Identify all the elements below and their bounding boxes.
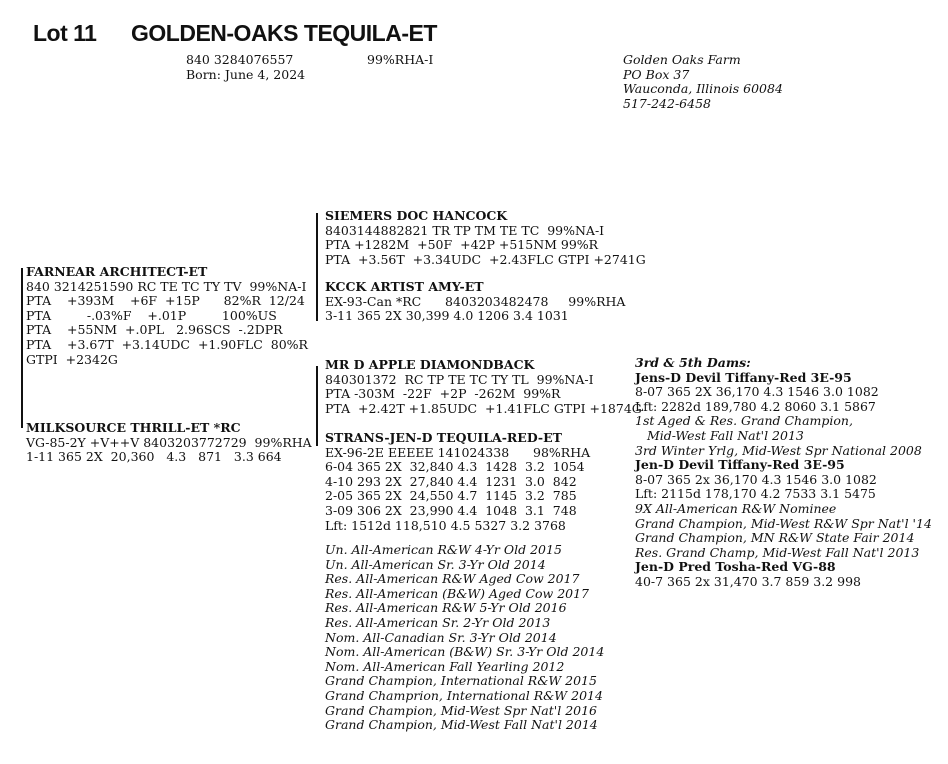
sire-sire-detail-line: 8403144882821 TR TP TM TE TC 99%NA-I [325,222,605,238]
extended-dams-block [635,356,932,590]
extended-dam-line: 8-07 365 2x 36,170 4.3 1546 3.0 1082 [635,471,877,487]
sire-detail-line: PTA +393M +6F +15P 82%R 12/24 [26,293,305,309]
extended-dams-entries [635,371,932,590]
extended-dam-line: Mid-West Fall Nat'l 2013 [647,427,804,443]
award-line: Grand Champion, International R&W 2015 [325,673,597,689]
birth-date: Born: June 4, 2024 [186,67,306,82]
extended-dam-name: Jen-D Pred Tosha-Red VG-88 [635,559,836,575]
extended-dam-line: Grand Champion, Mid-West R&W Spr Nat'l '14 [635,515,932,531]
sire-dam-block [325,280,625,324]
extended-dam-line: 3rd Winter Yrlg, Mid-West Spr National 2008 [635,442,922,458]
dam-dam-name: STRANS-JEN-D TEQUILA-RED-ET [325,430,562,445]
award-line: Un. All-American Sr. 3-Yr Old 2014 [325,556,546,572]
lot-number: Lot 11 [33,20,97,46]
extended-dam-line: 1st Aged & Res. Grand Champion, [635,413,853,429]
extended-dam-line: Lft: 2282d 189,780 4.2 8060 3.1 5867 [635,398,876,414]
dam-sire-name: MR D APPLE DIAMONDBACK [325,357,535,372]
dam-detail-line: VG-85-2Y +V++V 8403203772729 99%RHA [26,434,312,450]
award-line: Un. All-American R&W 4-Yr Old 2015 [325,542,562,557]
dam-sire-detail-line: PTA +2.42T +1.85UDC +1.41FLC GTPI +1874G [325,400,642,416]
sire-dam-details [325,295,625,324]
award-line: Grand Champion, Mid-West Fall Nat'l 2014 [325,717,598,733]
dam-dam-block [325,431,590,533]
dam-detail-line: 1-11 365 2X 20,360 4.3 871 3.3 664 [26,449,282,465]
dam-dam-record-line: 6-04 365 2X 32,840 4.3 1428 3.2 1054 [325,459,585,475]
extended-dam-line: 40-7 365 2x 31,470 3.7 859 3.2 998 [635,573,861,589]
award-line: Nom. All-American (B&W) Sr. 3-Yr Old 2014 [325,644,605,660]
award-line: Nom. All-American Fall Yearling 2012 [325,658,565,674]
extended-dams-heading: 3rd & 5th Dams: [635,355,751,370]
dam-block [26,421,312,465]
dam-dam-awards [325,543,604,733]
sire-sire-name: SIEMERS DOC HANCOCK [325,208,508,223]
consignor-line: Wauconda, Illinois 60084 [623,81,783,97]
rha-percent: 99%RHA-I [367,52,434,67]
award-line: Res. All-American R&W 5-Yr Old 2016 [325,600,567,616]
extended-dam-name: Jen-D Devil Tiffany-Red 3E-95 [635,457,845,473]
sire-dam-detail-line: 3-11 365 2X 30,399 4.0 1206 3.4 1031 [325,308,569,324]
extended-dam-line: 8-07 365 2X 36,170 4.3 1546 3.0 1082 [635,384,879,400]
animal-name: GOLDEN-OAKS TEQUILA-ET [131,20,437,46]
extended-dam-line: Res. Grand Champ, Mid-West Fall Nat'l 2013 [635,544,920,560]
dam-dam-record-line: 2-05 365 2X 24,550 4.7 1145 3.2 785 [325,488,577,504]
consignor-line: 517-242-6458 [623,95,711,111]
sire-details [26,280,308,368]
award-line: Res. All-American (B&W) Aged Cow 2017 [325,585,590,601]
sire-detail-line: 840 3214251590 RC TE TC TY TV 99%NA-I [26,278,307,294]
sire-sire-detail-line: PTA +1282M +50F +42P +515NM 99%R [325,237,599,253]
sire-dam-name: KCCK ARTIST AMY-ET [325,279,484,294]
sire-bracket [316,213,318,321]
award-line: Nom. All-Canadian Sr. 3-Yr Old 2014 [325,629,557,645]
dam-dam-record-line: 3-09 306 2X 23,990 4.4 1048 3.1 748 [325,502,577,518]
dam-sire-detail-line: PTA -303M -22F +2P -262M 99%R [325,386,561,402]
award-line: Res. All-American R&W Aged Cow 2017 [325,571,580,587]
dam-name: MILKSOURCE THRILL-ET *RC [26,420,241,435]
sire-sire-details [325,224,646,268]
extended-dam-line: 9X All-American R&W Nominee [635,500,837,516]
sire-name: FARNEAR ARCHITECT-ET [26,264,208,279]
consignor-address [623,53,783,111]
sire-detail-line: PTA +55NM +.0PL 2.96SCS -.2DPR [26,322,283,338]
dam-dam-record-line: EX-96-2E EEEEE 141024338 98%RHA [325,444,591,460]
dam-details [26,436,312,465]
sire-block [26,265,308,367]
dam-sire-block [325,358,642,416]
award-line: Grand Champion, Mid-West Spr Nat'l 2016 [325,702,598,718]
consignor-line: Golden Oaks Farm [623,52,741,67]
award-line: Res. All-American Sr. 2-Yr Old 2013 [325,614,551,630]
award-line: Grand Champrion, International R&W 2014 [325,687,603,703]
dam-dam-records [325,446,590,534]
sire-sire-detail-line: PTA +3.56T +3.34UDC +2.43FLC GTPI +2741G [325,251,646,267]
consignor-line: PO Box 37 [623,66,690,82]
sire-dam-detail-line: EX-93-Can *RC 8403203482478 99%RHA [325,293,626,309]
extended-dam-name: Jens-D Devil Tiffany-Red 3E-95 [635,369,852,385]
dam-dam-record-line: Lft: 1512d 118,510 4.5 5327 3.2 3768 [325,517,566,533]
extended-dam-line: Lft: 2115d 178,170 4.2 7533 3.1 5475 [635,486,876,502]
extended-dam-line: Grand Champion, MN R&W State Fair 2014 [635,530,915,546]
sire-sire-block [325,209,646,267]
dam-bracket [316,366,318,446]
sire-dam-bracket [21,268,23,428]
sire-detail-line: GTPI +2342G [26,351,118,367]
sire-detail-line: PTA -.03%F +.01P 100%US [26,307,277,323]
dam-sire-detail-line: 840301372 RC TP TE TC TY TL 99%NA-I [325,371,594,387]
dam-dam-record-line: 4-10 293 2X 27,840 4.4 1231 3.0 842 [325,473,577,489]
sire-detail-line: PTA +3.67T +3.14UDC +1.90FLC 80%R [26,336,308,352]
registration-number: 840 3284076557 [186,52,294,67]
dam-sire-details [325,373,642,417]
